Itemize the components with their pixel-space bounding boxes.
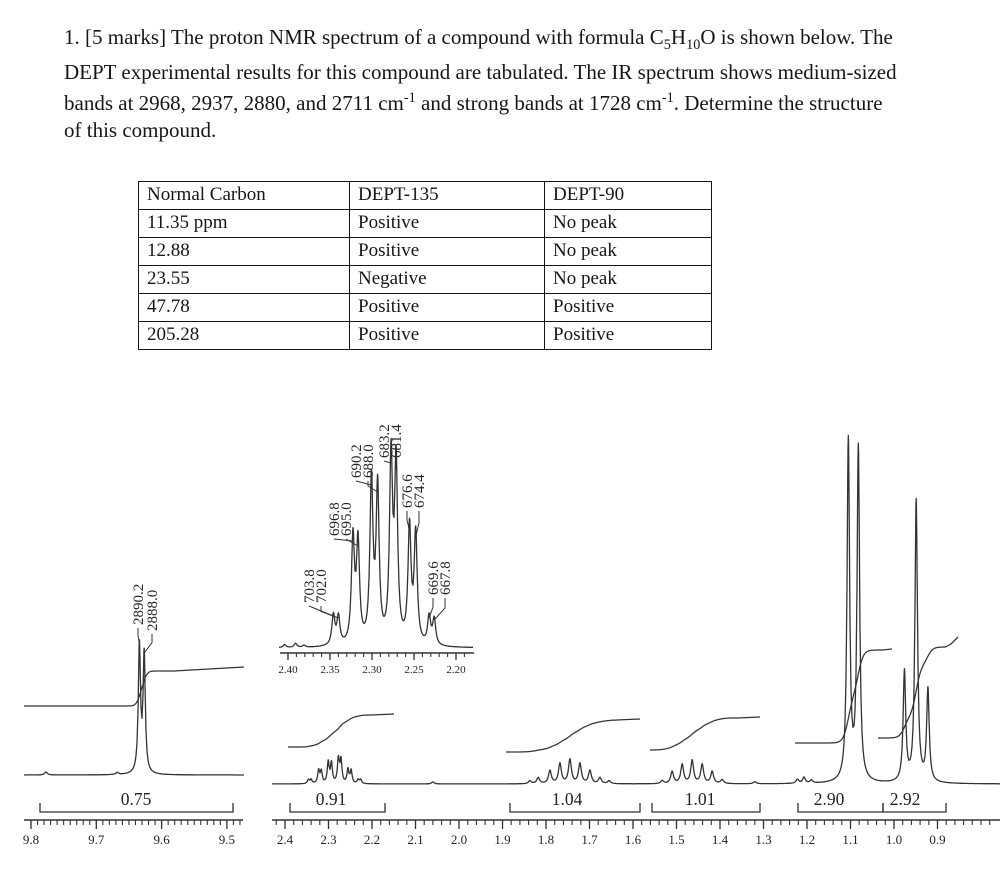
dept-column-header: DEPT-135 <box>350 182 545 210</box>
peak-frequency-label: 683.2 <box>377 424 393 458</box>
peak-frequency-label: 2890.2 <box>131 583 147 625</box>
axis-tick-label: 2.25 <box>404 664 424 676</box>
dept-table-header-row <box>139 182 712 210</box>
table-cell: Negative <box>350 266 545 294</box>
aldehyde-region-trace <box>24 640 244 775</box>
axis-tick-label: 1.7 <box>581 832 598 847</box>
question-line-2: DEPT experimental results for this compound are tabulated. The IR spectrum shows medium-sized <box>64 59 897 84</box>
table-cell: 205.28 <box>139 322 350 350</box>
table-row <box>139 294 712 322</box>
dept-column-header: Normal Carbon <box>139 182 350 210</box>
peak-frequency-label: 703.8 <box>302 569 318 603</box>
axis-tick-label: 2.3 <box>320 832 337 847</box>
nmr-spectrum-figure <box>0 388 1007 875</box>
table-cell: Positive <box>545 294 712 322</box>
axis-tick-label: 9.7 <box>88 832 105 847</box>
peak-frequency-label: 695.0 <box>339 502 355 536</box>
integral-curve <box>650 717 760 750</box>
axis-tick-label: 1.8 <box>537 832 555 847</box>
integral-curve <box>506 719 640 752</box>
table-cell: 47.78 <box>139 294 350 322</box>
peak-frequency-label: 690.2 <box>349 444 365 478</box>
axis-tick-label: 2.0 <box>450 832 468 847</box>
axis-tick-label: 9.5 <box>218 832 236 847</box>
peak-frequency-label: 688.0 <box>361 444 377 478</box>
question-text <box>64 24 964 143</box>
axis-tick-label: 1.5 <box>668 832 685 847</box>
peak-frequency-label: 669.6 <box>426 561 442 595</box>
table-cell: No peak <box>545 210 712 238</box>
peak-frequency-label: 681.4 <box>389 424 405 458</box>
integration-value: 2.92 <box>889 789 921 809</box>
peak-label-leader <box>429 598 433 618</box>
peak-label-leader <box>138 628 139 644</box>
peak-label-leader <box>334 539 353 541</box>
axis-tick-label: 1.6 <box>624 832 642 847</box>
axis-tick-label: 1.9 <box>494 832 511 847</box>
question-line-4: of this compound. <box>64 117 217 142</box>
axis-tick-label: 9.6 <box>153 832 170 847</box>
integration-value: 1.04 <box>551 789 583 809</box>
axis-tick-label: 9.8 <box>22 832 40 847</box>
peak-frequency-label: 674.4 <box>412 474 428 508</box>
integration-value: 1.01 <box>684 789 716 809</box>
integral-curve <box>795 649 892 743</box>
nmr-spectrum <box>0 388 1007 875</box>
table-row <box>139 210 712 238</box>
table-cell: 23.55 <box>139 266 350 294</box>
peak-frequency-label: 676.6 <box>400 474 416 508</box>
integration-value: 0.75 <box>120 789 152 809</box>
dept-table <box>138 181 712 350</box>
axis-tick-label: 1.3 <box>755 832 772 847</box>
table-row <box>139 322 712 350</box>
table-cell: Positive <box>350 294 545 322</box>
axis-tick-label: 1.1 <box>842 832 859 847</box>
peak-label-leader <box>416 511 419 537</box>
table-row <box>139 238 712 266</box>
table-cell: No peak <box>545 266 712 294</box>
peak-frequency-label: 702.0 <box>314 569 330 603</box>
table-cell: Positive <box>350 210 545 238</box>
peak-frequency-label: 2888.0 <box>145 589 161 631</box>
axis-tick-label: 2.40 <box>278 664 298 676</box>
table-cell: 12.88 <box>139 238 350 266</box>
axis-tick-label: 2.4 <box>276 832 294 847</box>
main-region-trace <box>272 435 1000 784</box>
integral-curve <box>288 714 394 747</box>
axis-tick-label: 2.35 <box>320 664 340 676</box>
peak-label-leader <box>144 634 152 653</box>
axis-tick-label: 1.4 <box>711 832 729 847</box>
question-line-1: 1. [5 marks] The proton NMR spectrum of a compound with formula $C_5H_{10}O$ is shown below. The <box>64 25 893 54</box>
axis-tick-label: 1.2 <box>798 832 816 847</box>
table-cell: 11.35 ppm <box>139 210 350 238</box>
peak-label-leader <box>321 606 338 618</box>
peak-label-leader <box>356 481 371 485</box>
peak-frequency-label: 696.8 <box>327 502 343 536</box>
question-line-3: bands at 2968, 2937, 2880, and 2711 $cm^{-1}$ and strong bands at 1728 $cm^{-1}$. Determine the structure <box>64 90 883 116</box>
table-row <box>139 266 712 294</box>
integration-value: 2.90 <box>813 789 845 809</box>
table-cell: No peak <box>545 238 712 266</box>
peak-frequency-label: 667.8 <box>438 561 454 595</box>
integration-value: 0.91 <box>315 789 347 809</box>
peak-label-leader <box>434 598 445 620</box>
axis-tick-label: 2.1 <box>407 832 424 847</box>
table-cell: Positive <box>350 238 545 266</box>
axis-tick-label: 2.2 <box>363 832 381 847</box>
table-cell: Positive <box>545 322 712 350</box>
axis-tick-label: 2.20 <box>446 664 466 676</box>
table-cell: Positive <box>350 322 545 350</box>
dept-column-header: DEPT-90 <box>545 182 712 210</box>
integral-curve <box>24 667 244 706</box>
axis-tick-label: 0.9 <box>929 832 946 847</box>
axis-tick-label: 2.30 <box>362 664 382 676</box>
axis-tick-label: 1.0 <box>885 832 903 847</box>
